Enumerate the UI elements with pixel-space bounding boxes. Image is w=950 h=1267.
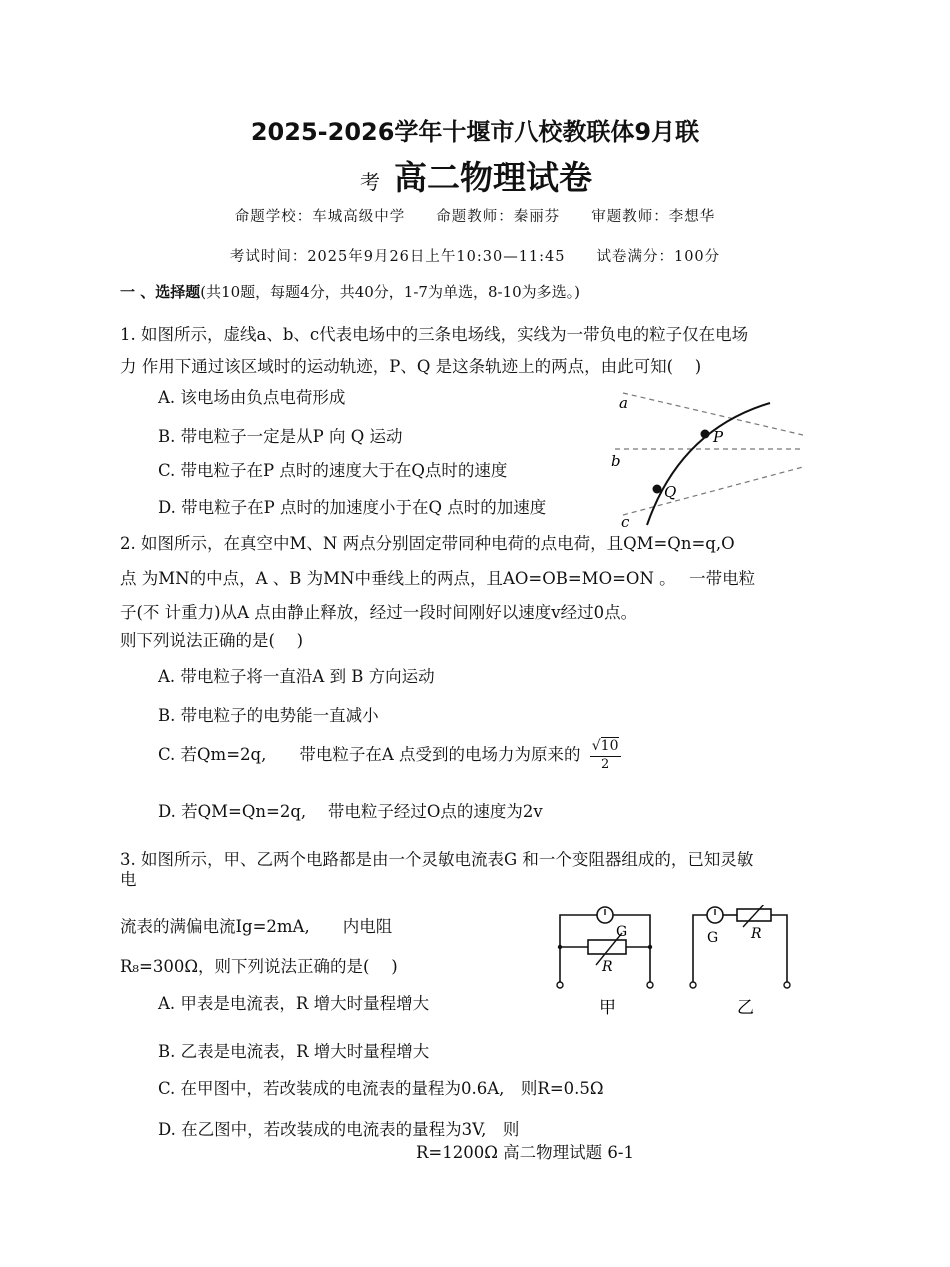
label-c: c: [621, 513, 630, 530]
yi-wire-right: [771, 915, 787, 983]
point-p: [701, 430, 710, 439]
section-note: (共10题，每题4分，共40分，1-7为单选，8-10为多选。): [200, 283, 581, 301]
label-a: a: [619, 394, 628, 412]
jia-terminal-left: [557, 982, 563, 988]
q3-stem-line3: 流表的满偏电流Ig=2mA, 内电阻: [120, 917, 393, 936]
q3-option-d: D. 在乙图中，若改装成的电流表的量程为3V, 则: [158, 1120, 520, 1139]
q3-stem-line1: 3. 如图所示，甲、乙两个电路都是由一个灵敏电流表G 和一个变阻器组成的，已知灵敏: [120, 850, 754, 869]
exam-info-line: 考试时间：2025年9月26日上午10:30—11:45 试卷满分：100分: [229, 249, 721, 265]
jia-label-r: R: [602, 959, 613, 975]
q2-option-c-fraction: [590, 738, 621, 773]
q2-option-b: B. 带电粒子的电势能一直减小: [158, 706, 379, 725]
jia-terminal-right: [647, 982, 653, 988]
field-line-c: [623, 467, 803, 515]
q1-stem-line2: 力 作用下通过该区域时的运动轨迹，P、Q 是这条轨迹上的两点，由此可知( ): [120, 357, 702, 376]
fraction-numerator: √10: [590, 738, 621, 757]
yi-terminal-left: [690, 982, 696, 988]
exam-title-line2: [360, 152, 592, 199]
yi-label-g: G: [707, 930, 719, 946]
q3-stem-line4: R₈=300Ω，则下列说法正确的是( ): [120, 957, 398, 976]
q2-option-a: A. 带电粒子将一直沿A 到 B 方向运动: [158, 667, 435, 686]
q2-option-d: D. 若QM=Qn=2q, 带电粒子经过O点的速度为2v: [158, 802, 543, 821]
q2-stem-line1: 2. 如图所示，在真空中M、N 两点分别固定带同种电荷的点电荷，且QM=Qn=q,O: [120, 534, 735, 553]
fraction-denominator: 2: [600, 756, 610, 772]
yi-label-r: R: [751, 926, 762, 942]
jia-label-g: G: [616, 924, 628, 940]
q3-last-line-footer: R=1200Ω 高二物理试题 6-1: [416, 1143, 634, 1162]
label-q: Q: [664, 483, 677, 501]
section-title: 一 、选择题: [120, 283, 201, 301]
point-q: [653, 485, 662, 494]
q3-option-c: C. 在甲图中，若改装成的电流表的量程为0.6A, 则R=0.5Ω: [158, 1079, 604, 1098]
q1-option-c: C. 带电粒子在P 点时的速度大于在Q点时的速度: [158, 461, 508, 480]
sqrt-radicand: 10: [600, 738, 619, 754]
exam-title-main: 高二物理试卷: [394, 158, 592, 197]
q2-option-c-text: C. 若Qm=2q, 带电粒子在A 点受到的电场力为原来的: [158, 744, 581, 764]
q2-option-c: [158, 738, 621, 773]
label-b: b: [611, 452, 621, 470]
yi-terminal-right: [784, 982, 790, 988]
q1-option-d: D. 带电粒子在P 点时的加速度小于在Q 点时的加速度: [158, 498, 547, 517]
circuit-yi-figure: [685, 905, 800, 1023]
yi-wire-left: [693, 915, 707, 983]
q3-stem-line2: 电: [120, 870, 137, 889]
particle-trajectory: [647, 403, 770, 525]
q2-stem-line2: 点 为MN的中点，A 、B 为MN中垂线上的两点，且AO=OB=MO=ON 。 一带电粒: [120, 569, 756, 588]
exam-title-small: 考: [360, 170, 380, 194]
circuit-jia-figure: [550, 905, 665, 1023]
q1-option-b: B. 带电粒子一定是从P 向 Q 运动: [158, 427, 403, 446]
authors-line: 命题学校：车城高级中学 命题教师：秦丽芬 审题教师：李想华: [234, 209, 716, 225]
q1-field-figure: [605, 385, 810, 530]
yi-caption: 乙: [737, 998, 754, 1018]
q3-option-b: B. 乙表是电流表，R 增大时量程增大: [158, 1042, 430, 1061]
section-heading: [120, 281, 580, 302]
q3-option-a: A. 甲表是电流表，R 增大时量程增大: [158, 994, 430, 1013]
q2-stem-line3: 子(不 计重力)从A 点由静止释放，经过一段时间刚好以速度v经过0点。: [120, 603, 638, 622]
exam-title-line1: 2025-2026学年十堰市八校教联体9月联: [250, 118, 700, 146]
label-p: P: [713, 428, 724, 446]
q2-stem-line4: 则下列说法正确的是( ): [120, 631, 304, 650]
q1-stem-line1: 1. 如图所示，虚线a、b、c代表电场中的三条电场线，实线为一带负电的粒子仅在电场: [120, 325, 749, 344]
q1-option-a: A. 该电场由负点电荷形成: [158, 388, 346, 407]
jia-caption: 甲: [599, 998, 616, 1018]
